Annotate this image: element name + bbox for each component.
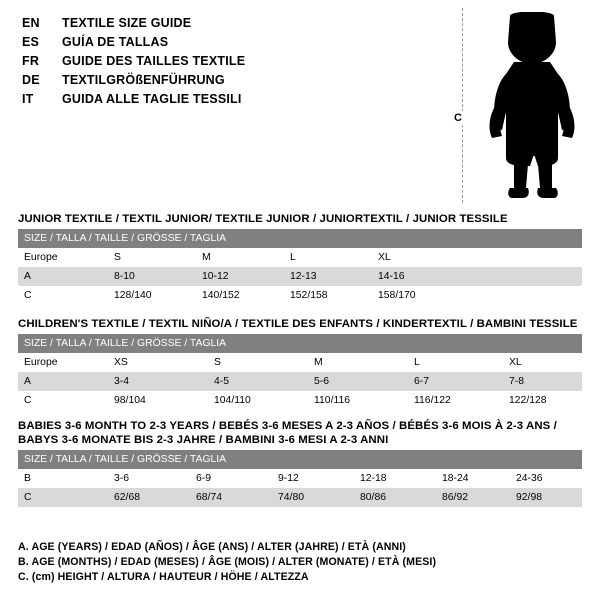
height-measure-label: C bbox=[454, 112, 462, 124]
cell: XS bbox=[108, 353, 208, 372]
cell-empty bbox=[460, 248, 582, 267]
babies-textile-section bbox=[18, 419, 582, 507]
cell: 6-7 bbox=[408, 372, 503, 391]
cell: L bbox=[284, 248, 372, 267]
language-header bbox=[22, 16, 442, 111]
cell: 104/110 bbox=[208, 391, 308, 410]
cell: 92/98 bbox=[510, 488, 582, 507]
cell: 3-4 bbox=[108, 372, 208, 391]
table-row bbox=[18, 267, 582, 286]
table-row bbox=[18, 372, 582, 391]
height-guide-line bbox=[462, 8, 463, 203]
junior-textile-section bbox=[18, 212, 582, 305]
babies-section-title: BABIES 3-6 MONTH TO 2-3 YEARS / BEBÉS 3-6 MESES A 2-3 AÑOS / BÉBÉS 3-6 MOIS À 2-3 ANS / BABYS 3-6 MONATE BIS 2-3 JAHRE / BAMBINI 3-6 MESI A 2-3 ANNI bbox=[18, 420, 557, 446]
cell: S bbox=[108, 248, 196, 267]
row-label: Europe bbox=[18, 248, 108, 267]
cell: 7-8 bbox=[503, 372, 582, 391]
row-label: C bbox=[18, 488, 108, 507]
table-row bbox=[18, 391, 582, 410]
cell: 128/140 bbox=[108, 286, 196, 305]
table-row bbox=[18, 286, 582, 305]
table-row bbox=[18, 248, 582, 267]
row-label: B bbox=[18, 469, 108, 488]
cell: 110/116 bbox=[308, 391, 408, 410]
cell: XL bbox=[503, 353, 582, 372]
cell: 9-12 bbox=[272, 469, 354, 488]
cell: 24-36 bbox=[510, 469, 582, 488]
junior-section-title: JUNIOR TEXTILE / TEXTIL JUNIOR/ TEXTILE JUNIOR / JUNIORTEXTIL / JUNIOR TESSILE bbox=[18, 213, 508, 225]
cell: M bbox=[196, 248, 284, 267]
table-header-label: SIZE / TALLA / TAILLE / GRÖSSE / TAGLIA bbox=[18, 229, 582, 248]
children-textile-section bbox=[18, 317, 582, 410]
row-label: Europe bbox=[18, 353, 108, 372]
toddler-silhouette-icon bbox=[480, 12, 585, 202]
cell: 14-16 bbox=[372, 267, 460, 286]
language-code: ES bbox=[22, 35, 40, 49]
cell: 10-12 bbox=[196, 267, 284, 286]
language-row bbox=[22, 35, 442, 53]
cell: 3-6 bbox=[108, 469, 190, 488]
children-section-title: CHILDREN'S TEXTILE / TEXTIL NIÑO/A / TEXTILE DES ENFANTS / KINDERTEXTIL / BAMBINI TESSILE bbox=[18, 318, 578, 330]
measurement-figure bbox=[440, 8, 590, 203]
row-label: C bbox=[18, 391, 108, 410]
children-size-table bbox=[18, 334, 582, 410]
cell: 152/158 bbox=[284, 286, 372, 305]
language-code: FR bbox=[22, 54, 40, 68]
table-header-label: SIZE / TALLA / TAILLE / GRÖSSE / TAGLIA bbox=[18, 450, 582, 469]
row-label: C bbox=[18, 286, 108, 305]
cell: M bbox=[308, 353, 408, 372]
cell: 5-6 bbox=[308, 372, 408, 391]
language-title: GUIDA ALLE TAGLIE TESSILI bbox=[62, 92, 242, 106]
cell: 122/128 bbox=[503, 391, 582, 410]
cell: 12-18 bbox=[354, 469, 436, 488]
legend-item-age-months: B. AGE (MONTHS) / EDAD (MESES) / ÂGE (MOIS) / ALTER (MONATE) / ETÀ (MESI) bbox=[18, 556, 437, 568]
language-code: IT bbox=[22, 92, 34, 106]
language-title: GUIDE DES TAILLES TEXTILE bbox=[62, 54, 246, 68]
row-label: A bbox=[18, 372, 108, 391]
table-header-row bbox=[18, 334, 582, 353]
row-label: A bbox=[18, 267, 108, 286]
legend-item-age-years: A. AGE (YEARS) / EDAD (AÑOS) / ÂGE (ANS) / ALTER (JAHRE) / ETÀ (ANNI) bbox=[18, 541, 406, 553]
table-row bbox=[18, 488, 582, 507]
language-row bbox=[22, 16, 442, 34]
cell: 116/122 bbox=[408, 391, 503, 410]
cell: 4-5 bbox=[208, 372, 308, 391]
cell: XL bbox=[372, 248, 460, 267]
cell: 68/74 bbox=[190, 488, 272, 507]
language-code: EN bbox=[22, 16, 40, 30]
language-row bbox=[22, 54, 442, 72]
cell: L bbox=[408, 353, 503, 372]
language-title: GUÍA DE TALLAS bbox=[62, 35, 169, 49]
cell: 18-24 bbox=[436, 469, 510, 488]
legend-item-height: C. (cm) HEIGHT / ALTURA / HAUTEUR / HÖHE / ALTEZZA bbox=[18, 571, 309, 583]
cell: 62/68 bbox=[108, 488, 190, 507]
language-title: TEXTILE SIZE GUIDE bbox=[62, 16, 192, 30]
cell-empty bbox=[460, 267, 582, 286]
cell-empty bbox=[460, 286, 582, 305]
table-header-label: SIZE / TALLA / TAILLE / GRÖSSE / TAGLIA bbox=[18, 334, 582, 353]
language-code: DE bbox=[22, 73, 40, 87]
cell: 74/80 bbox=[272, 488, 354, 507]
cell: 98/104 bbox=[108, 391, 208, 410]
junior-size-table bbox=[18, 229, 582, 305]
table-header-row bbox=[18, 229, 582, 248]
language-title: TEXTILGRÖßENFÜHRUNG bbox=[62, 73, 225, 87]
legend bbox=[18, 540, 582, 585]
cell: 158/170 bbox=[372, 286, 460, 305]
cell: 12-13 bbox=[284, 267, 372, 286]
language-row bbox=[22, 73, 442, 91]
cell: 140/152 bbox=[196, 286, 284, 305]
cell: 86/92 bbox=[436, 488, 510, 507]
babies-size-table bbox=[18, 450, 582, 507]
cell: S bbox=[208, 353, 308, 372]
table-row bbox=[18, 469, 582, 488]
cell: 6-9 bbox=[190, 469, 272, 488]
table-header-row bbox=[18, 450, 582, 469]
cell: 8-10 bbox=[108, 267, 196, 286]
cell: 80/86 bbox=[354, 488, 436, 507]
table-row bbox=[18, 353, 582, 372]
language-row bbox=[22, 92, 442, 110]
